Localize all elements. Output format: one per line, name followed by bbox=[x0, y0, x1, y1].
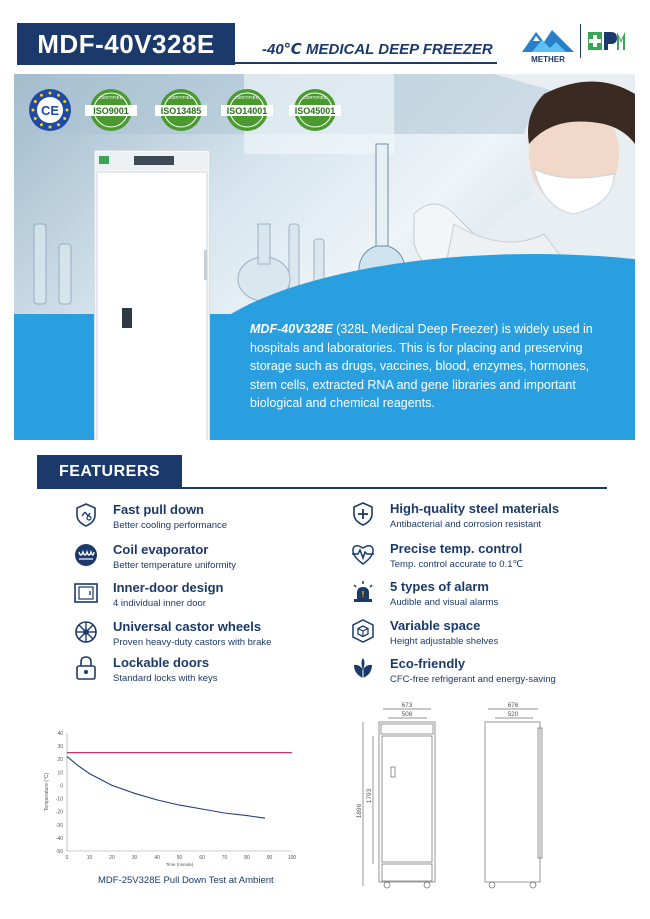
cert-top-text: CERTIFIED bbox=[99, 95, 123, 100]
feature-title: Universal castor wheels bbox=[113, 619, 262, 634]
y-tick-label: -10 bbox=[55, 796, 63, 803]
feature-desc: Audible and visual alarms bbox=[390, 597, 499, 608]
page-subtitle: -40℃ MEDICAL DEEP FREEZER bbox=[262, 41, 493, 58]
temperature-line bbox=[67, 757, 265, 819]
iso45001-badge bbox=[286, 88, 344, 132]
feature-title: 5 types of alarm bbox=[390, 579, 489, 594]
features-banner bbox=[37, 455, 182, 489]
x-tick-label: 70 bbox=[221, 855, 228, 861]
chart-caption: MDF-25V328E Pull Down Test at Ambient bbox=[98, 875, 274, 886]
y-tick-label: 0 bbox=[60, 783, 63, 790]
snowflake-gauge-icon bbox=[73, 502, 99, 528]
y-tick-label: 20 bbox=[57, 757, 63, 764]
y-axis-label: Temperature (°C) bbox=[44, 772, 50, 812]
x-tick-label: 90 bbox=[266, 855, 273, 861]
dim-front-outer: 673 bbox=[401, 702, 413, 709]
dim-side-inner: 520 bbox=[507, 711, 519, 718]
door-icon bbox=[73, 580, 99, 606]
mether-logo bbox=[518, 24, 578, 64]
cert-top-text: CERTIFIED bbox=[303, 95, 327, 100]
features-underline bbox=[182, 487, 607, 489]
x-tick-label: 0 bbox=[65, 855, 69, 861]
pulse-icon bbox=[350, 541, 376, 567]
feature-desc: Standard locks with keys bbox=[113, 673, 218, 684]
pm-logo bbox=[587, 26, 627, 56]
feature-title: Fast pull down bbox=[113, 502, 204, 517]
dim-side-outer: 676 bbox=[507, 702, 519, 709]
intro-text: (328L Medical Deep Freezer) is widely used in hospitals and laboratories. This is for placing and preserving storage such as drugs, vaccines, blood, enzymes, hormones, stem cells, extracted RNA and gene libraries and important biological and chemical reagents. bbox=[250, 322, 593, 410]
y-tick-label: 40 bbox=[57, 731, 63, 737]
feature-desc: 4 individual inner door bbox=[113, 598, 206, 609]
feature-title: High-quality steel materials bbox=[390, 501, 560, 516]
x-tick-label: 50 bbox=[176, 855, 183, 861]
alarm-icon bbox=[350, 579, 376, 605]
model-title: MDF-40V328E bbox=[37, 29, 215, 59]
iso13485-badge bbox=[152, 88, 210, 132]
header-underline bbox=[235, 62, 497, 64]
iso14001-badge bbox=[218, 88, 276, 132]
cert-label: ISO9001 bbox=[93, 106, 129, 116]
intro-model: MDF-40V328E bbox=[250, 322, 333, 336]
x-tick-label: 80 bbox=[244, 855, 250, 861]
dim-height-inner: 1793 bbox=[366, 788, 373, 804]
intro-paragraph bbox=[250, 320, 610, 413]
features-title: FEATURERS bbox=[58, 463, 161, 480]
pull-down-chart bbox=[40, 725, 310, 870]
lock-icon bbox=[73, 655, 99, 681]
freezer-product-image bbox=[94, 150, 210, 440]
model-banner bbox=[17, 23, 235, 65]
x-tick-label: 60 bbox=[199, 855, 205, 861]
cert-top-text: CERTIFIED bbox=[235, 95, 259, 100]
x-tick-label: 10 bbox=[86, 855, 93, 861]
dimension-drawing bbox=[355, 696, 550, 896]
coil-icon bbox=[73, 542, 99, 568]
x-tick-label: 40 bbox=[154, 855, 160, 861]
feature-desc: Antibacterial and corrosion resistant bbox=[390, 519, 542, 530]
svg-text:!: ! bbox=[361, 590, 365, 599]
feature-desc: Height adjustable shelves bbox=[390, 636, 499, 647]
y-tick-label: 30 bbox=[57, 744, 63, 751]
cert-label: ISO14001 bbox=[226, 106, 268, 116]
wheel-icon bbox=[73, 619, 99, 645]
x-tick-label: 20 bbox=[109, 855, 115, 861]
dim-front-inner: 508 bbox=[401, 711, 413, 718]
leaf-icon bbox=[350, 656, 376, 682]
y-tick-label: -50 bbox=[55, 849, 63, 855]
x-tick-label: 100 bbox=[287, 855, 297, 861]
ce-label: CE bbox=[40, 103, 60, 118]
y-tick-label: -20 bbox=[55, 809, 63, 816]
brand-name: METHER bbox=[531, 55, 565, 64]
cert-label: ISO45001 bbox=[294, 106, 336, 116]
x-tick-label: 30 bbox=[131, 855, 138, 861]
ce-badge bbox=[28, 88, 72, 132]
logo-divider bbox=[580, 24, 581, 58]
feature-title: Precise temp. control bbox=[390, 541, 523, 556]
dim-height-total: 1896 bbox=[356, 803, 363, 819]
feature-desc: Temp. control accurate to 0.1℃ bbox=[390, 559, 524, 570]
shield-plus-icon bbox=[350, 501, 376, 527]
feature-title: Eco-friendly bbox=[390, 656, 466, 671]
cube-icon bbox=[350, 618, 376, 644]
y-tick-label: -40 bbox=[55, 835, 63, 842]
cert-top-text: CERTIFIED bbox=[169, 95, 193, 100]
feature-title: Inner-door design bbox=[113, 580, 224, 595]
feature-desc: CFC-free refrigerant and energy-saving bbox=[390, 674, 556, 685]
y-tick-label: -30 bbox=[55, 822, 63, 829]
hero-banner bbox=[14, 74, 635, 440]
iso9001-badge bbox=[82, 88, 140, 132]
y-tick-label: 10 bbox=[57, 770, 63, 777]
x-axis-label: Time (minute) bbox=[165, 862, 194, 867]
feature-desc: Proven heavy-duty castors with brake bbox=[113, 637, 272, 648]
feature-title: Lockable doors bbox=[113, 655, 210, 670]
feature-desc: Better temperature uniformity bbox=[113, 560, 237, 571]
feature-title: Variable space bbox=[390, 618, 481, 633]
feature-desc: Better cooling performance bbox=[113, 520, 228, 531]
cert-label: ISO13485 bbox=[160, 106, 202, 116]
feature-title: Coil evaporator bbox=[113, 542, 209, 557]
